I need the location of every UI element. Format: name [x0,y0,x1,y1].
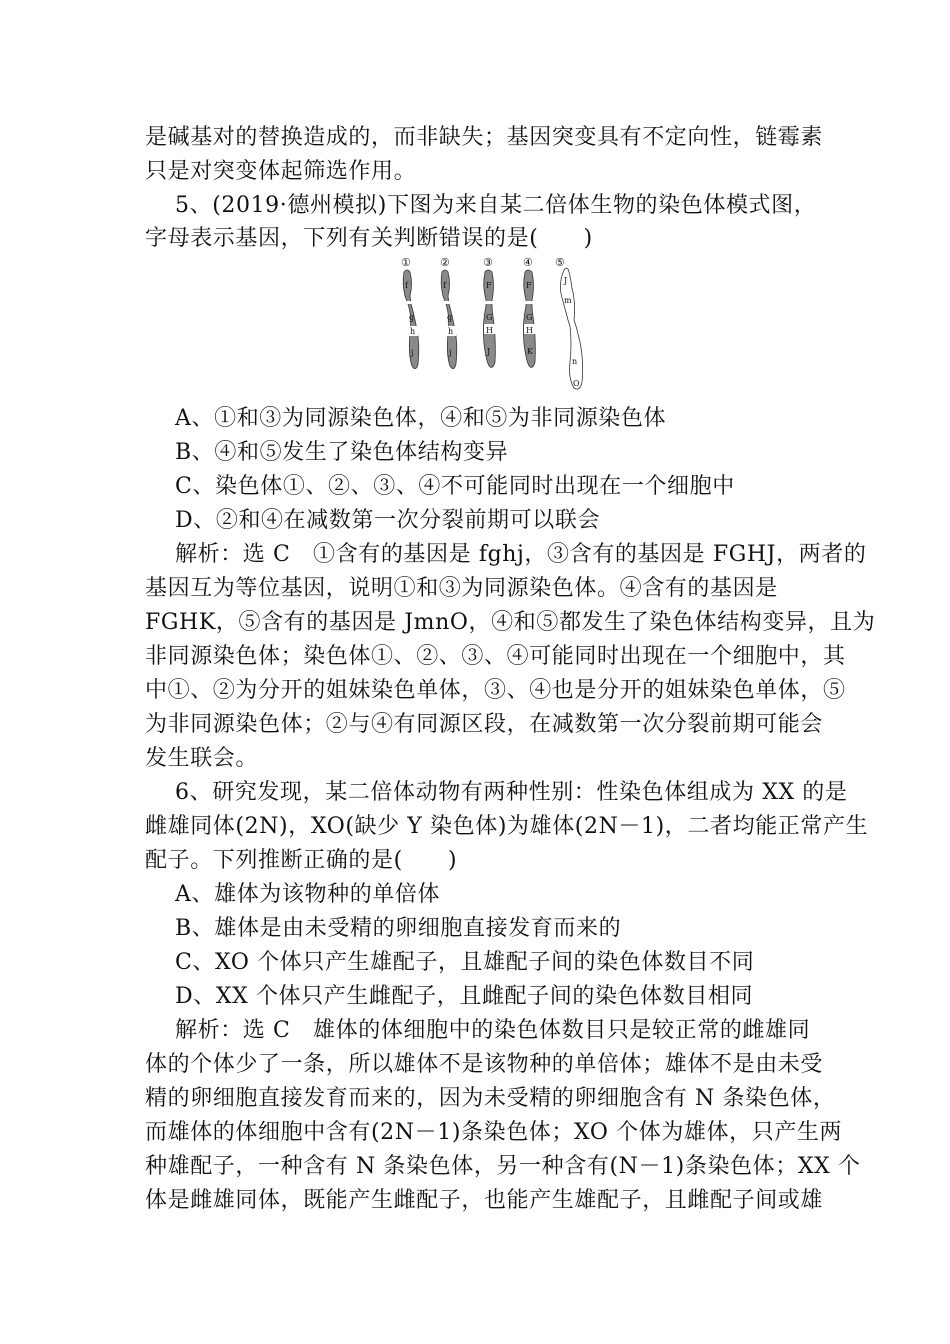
chromosome-number-2: ② [440,256,450,269]
chromosome-number-3: ③ [483,256,493,269]
option-a: A、雄体为该物种的单倍体 [175,882,441,907]
option-a: A、①和③为同源染色体，④和⑤为非同源染色体 [175,406,667,431]
chromosome-diagram [390,254,590,394]
gene-label: j [411,348,414,357]
analysis-line: 解析：选 C 雄体的体细胞中的染色体数目只是较正常的雌雄同 [175,1018,811,1043]
gene-label: j [449,348,452,357]
analysis-line: 体是雌雄同体，既能产生雌配子，也能产生雄配子，且雌配子间或雄 [145,1188,824,1213]
option-d: D、②和④在减数第一次分裂前期可以联会 [175,508,601,533]
gene-label: h [410,327,416,336]
gene-label: n [572,357,578,366]
gene-label: K [527,347,533,356]
analysis-line: 基因互为等位基因，说明①和③为同源染色体。④含有的基因是 [145,576,778,601]
analysis-line: FGHK，⑤含有的基因是 JmnO，④和⑤都发生了染色体结构变异，且为 [145,610,876,635]
gene-label: O [573,379,580,388]
option-b: B、雄体是由未受精的卵细胞直接发育而来的 [175,916,622,941]
gene-label: J [487,347,491,356]
analysis-line: 中①、②为分开的姐妹染色单体，③、④也是分开的姐妹染色单体，⑤ [145,678,846,703]
gene-label: J [564,276,568,285]
question-6-stem: 配子。下列推断正确的是( ) [145,848,458,873]
chromosome-number-1: ① [401,256,411,269]
gene-label: g [447,313,453,322]
question-5-stem: 5、(2019·德州模拟)下图为来自某二倍体生物的染色体模式图， [175,193,817,218]
question-6-stem: 雌雄同体(2N)，XO(缺少 Y 染色体)为雄体(2N－1)，二者均能正常产生 [145,814,869,839]
option-d: D、XX 个体只产生雌配子，且雌配子间的染色体数目相同 [175,984,754,1009]
gene-label: g [409,313,415,322]
analysis-line: 精的卵细胞直接发育而来的，因为未受精的卵细胞含有 N 条染色体， [145,1086,836,1111]
gene-label: h [448,327,454,336]
analysis-line: 而雄体的体细胞中含有(2N－1)条染色体；XO 个体为雄体，只产生两 [145,1120,843,1145]
gene-label: H [526,326,533,335]
gene-label: f [443,281,446,290]
chromosome-number-4: ④ [523,256,533,269]
analysis-line: 解析：选 C ①含有的基因是 fghj，③含有的基因是 FGHJ，两者的 [175,542,867,567]
gene-label: m [564,296,572,305]
analysis-line: 为非同源染色体；②与④有同源区段，在减数第一次分裂前期可能会 [145,712,824,737]
question-5-stem: 字母表示基因，下列有关判断错误的是( ) [145,226,593,251]
chromosome-5 [560,268,582,389]
analysis-line: 体的个体少了一条，所以雄体不是该物种的单倍体；雄体不是由未受 [145,1052,824,1077]
chromosome-number-5: ⑤ [555,256,565,269]
analysis-line: 发生联会。 [145,746,259,771]
gene-label: F [526,281,532,290]
option-c: C、XO 个体只产生雄配子，且雄配子间的染色体数目不同 [175,950,755,975]
gene-label: G [486,313,493,322]
option-c: C、染色体①、②、③、④不可能同时出现在一个细胞中 [175,474,735,499]
text-line: 只是对突变体起筛选作用。 [145,159,417,184]
option-b: B、④和⑤发生了染色体结构变异 [175,440,509,465]
gene-label: G [526,313,533,322]
gene-label: f [405,281,408,290]
question-6-stem: 6、研究发现，某二倍体动物有两种性别：性染色体组成为 XX 的是 [175,780,848,805]
analysis-line: 种雄配子，一种含有 N 条染色体，另一种含有(N－1)条染色体；XX 个 [145,1154,861,1179]
analysis-line: 非同源染色体；染色体①、②、③、④可能同时出现在一个细胞中，其 [145,644,846,669]
gene-label: F [486,281,492,290]
gene-label: H [486,326,493,335]
text-line: 是碱基对的替换造成的，而非缺失；基因突变具有不定向性，链霉素 [145,125,824,150]
